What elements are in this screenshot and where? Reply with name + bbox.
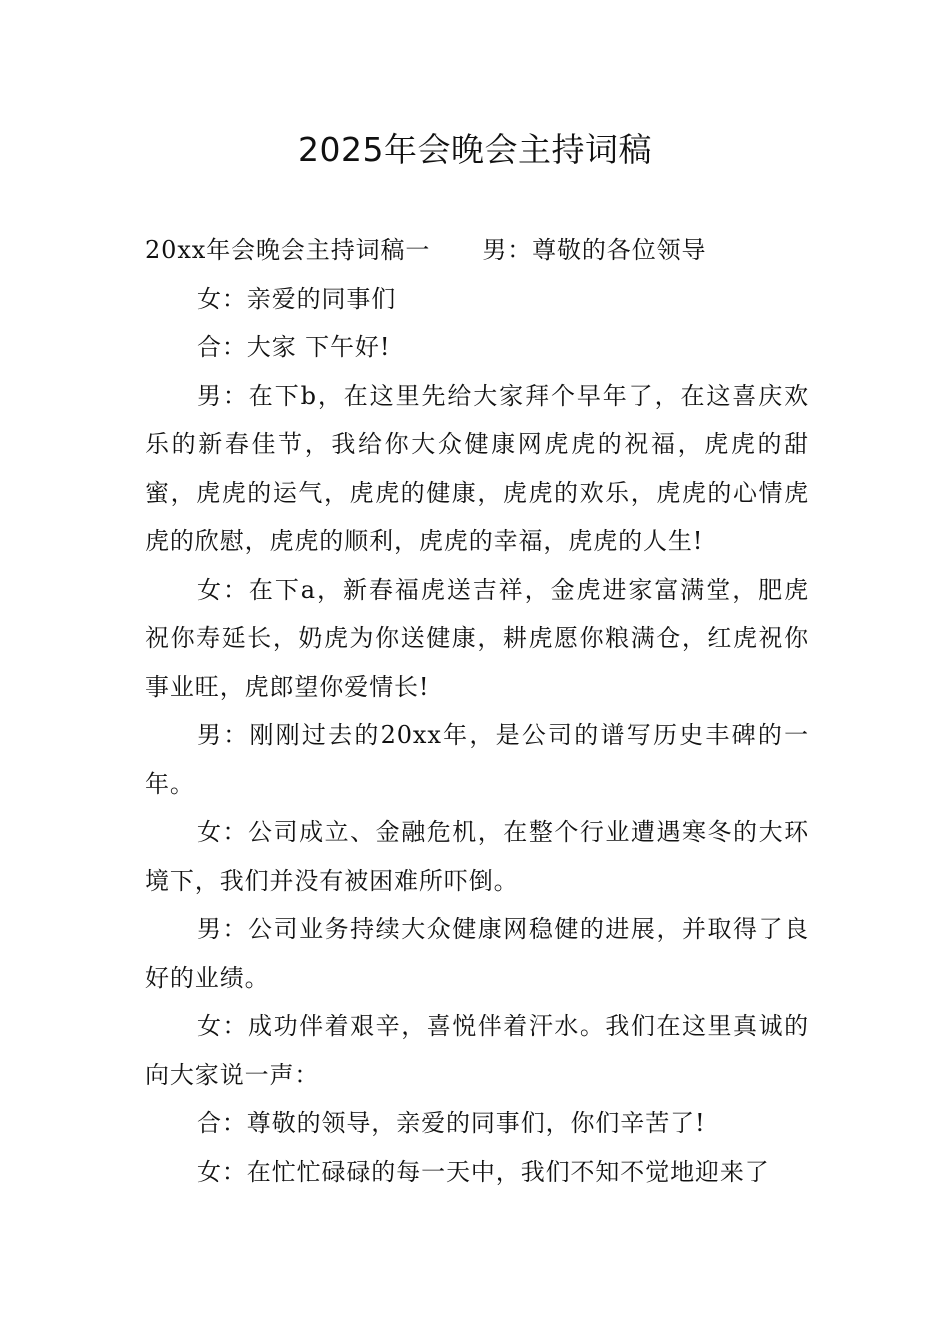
paragraph: 男：公司业务持续大众健康网稳健的进展，并取得了良好的业绩。 bbox=[145, 915, 809, 992]
document-title: 2025年会晚会主持词稿 bbox=[298, 130, 652, 169]
paragraph: 女：公司成立、金融危机，在整个行业遭遇寒冬的大环境下，我们并没有被困难所吓倒。 bbox=[145, 818, 809, 895]
paragraph: 女：在下a，新春福虎送吉祥，金虎进家富满堂，肥虎祝你寿延长，奶虎为你送健康，耕虎愿你粮满仓，红虎祝你事业旺，虎郎望你爱情长! bbox=[145, 575, 809, 701]
paragraph: 合：尊敬的领导，亲爱的同事们，你们辛苦了! bbox=[197, 1109, 706, 1137]
paragraph: 女：成功伴着艰辛，喜悦伴着汗水。我们在这里真诚的向大家说一声： bbox=[145, 1012, 809, 1089]
paragraph: 合：大家 下午好! bbox=[197, 333, 391, 361]
paragraph: 女：亲爱的同事们 bbox=[197, 284, 397, 313]
paragraph: 女：在忙忙碌碌的每一天中，我们不知不觉地迎来了 bbox=[197, 1157, 770, 1186]
document-subtitle: 20xx年会晚会主持词稿一 bbox=[145, 236, 431, 264]
paragraph: 男：在下b，在这里先给大家拜个早年了，在这喜庆欢乐的新春佳节，我给你大众健康网虎虎的祝福，虎虎的甜蜜，虎虎的运气，虎虎的健康，虎虎的欢乐，虎虎的心情虎虎的欣慰，虎虎的顺利，虎虎的幸福，虎虎的人生! bbox=[145, 381, 809, 555]
paragraph: 男：刚刚过去的20xx年，是公司的谱写历史丰碑的一年。 bbox=[145, 721, 809, 798]
first-line bbox=[145, 226, 809, 275]
speech-line: 男：尊敬的各位领导 bbox=[482, 236, 707, 264]
document-body bbox=[145, 226, 809, 1196]
